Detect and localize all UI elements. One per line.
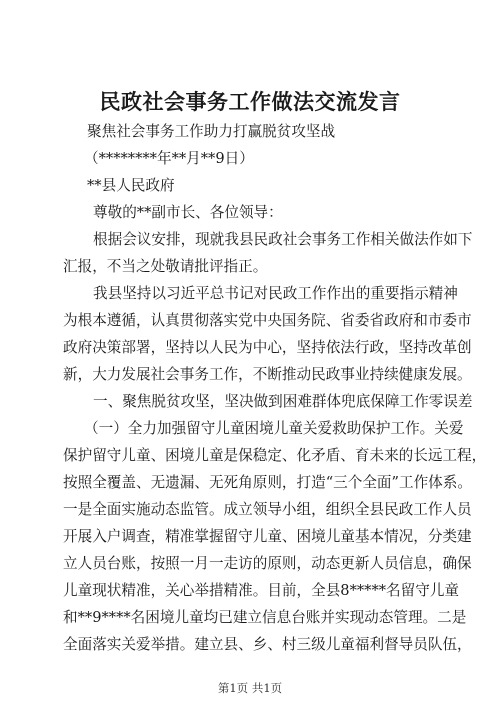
paragraph-line: 政府决策部署，坚持以人民为中心，坚持依法行政，坚持改革创 xyxy=(63,339,472,356)
paragraph-line: 和**9****名困境儿童均已建立信息台账并实现动态管理。二是 xyxy=(63,609,467,626)
organization-name: **县人民政府 xyxy=(87,177,175,194)
document-title: 民政社会事务工作做法交流发言 xyxy=(99,89,401,114)
paragraph-line: 全面落实关爱举措。建立县、乡、村三级儿童福利督导员队伍， xyxy=(63,636,472,653)
paragraph-line: 保护留守儿童、困境儿童是保稳定、化矛盾、育未来的长远工程， xyxy=(63,447,487,464)
paragraph-line: 根据会议安排，现就我县民政社会事务工作相关做法作如下 xyxy=(93,231,473,248)
page-number-footer: 第1页 共1页 xyxy=(217,681,283,695)
document-subtitle: 聚焦社会事务工作助力打赢脱贫攻坚战 xyxy=(87,123,336,140)
paragraph-line: 立人员台账，按照一月一走访的原则，动态更新人员信息，确保 xyxy=(63,555,472,572)
paragraph-line: 一是全面实施动态监管。成立领导小组，组织全县民政工作人员 xyxy=(63,501,472,518)
paragraph-line: 汇报，不当之处敬请批评指正。 xyxy=(63,258,268,275)
document-date: （********年**月**9日） xyxy=(84,150,254,167)
paragraph-line: 我县坚持以习近平总书记对民政工作作出的重要指示精神 xyxy=(93,285,458,302)
paragraph-line: 儿童现状精准，关心举措精准。目前，全县8*****名留守儿童 xyxy=(63,582,460,599)
paragraph-line: （一）全力加强留守儿童困境儿童关爱救助保护工作。关爱 xyxy=(84,420,464,437)
paragraph-line: 为根本遵循，认真贯彻落实党中央国务院、省委省政府和市委市 xyxy=(63,312,472,329)
salutation: 尊敬的**副市长、各位领导： xyxy=(93,204,283,221)
paragraph-line: 开展入户调查，精准掌握留守儿童、困境儿童基本情况，分类建 xyxy=(63,528,472,545)
paragraph-line: 新，大力发展社会事务工作，不断推动民政事业持续健康发展。 xyxy=(63,366,472,383)
paragraph-line: 按照全覆盖、无遗漏、无死角原则，打造“三个全面”工作体系。 xyxy=(63,474,472,491)
section-heading: 一、聚焦脱贫攻坚，坚决做到困难群体兜底保障工作零误差 xyxy=(93,393,473,410)
